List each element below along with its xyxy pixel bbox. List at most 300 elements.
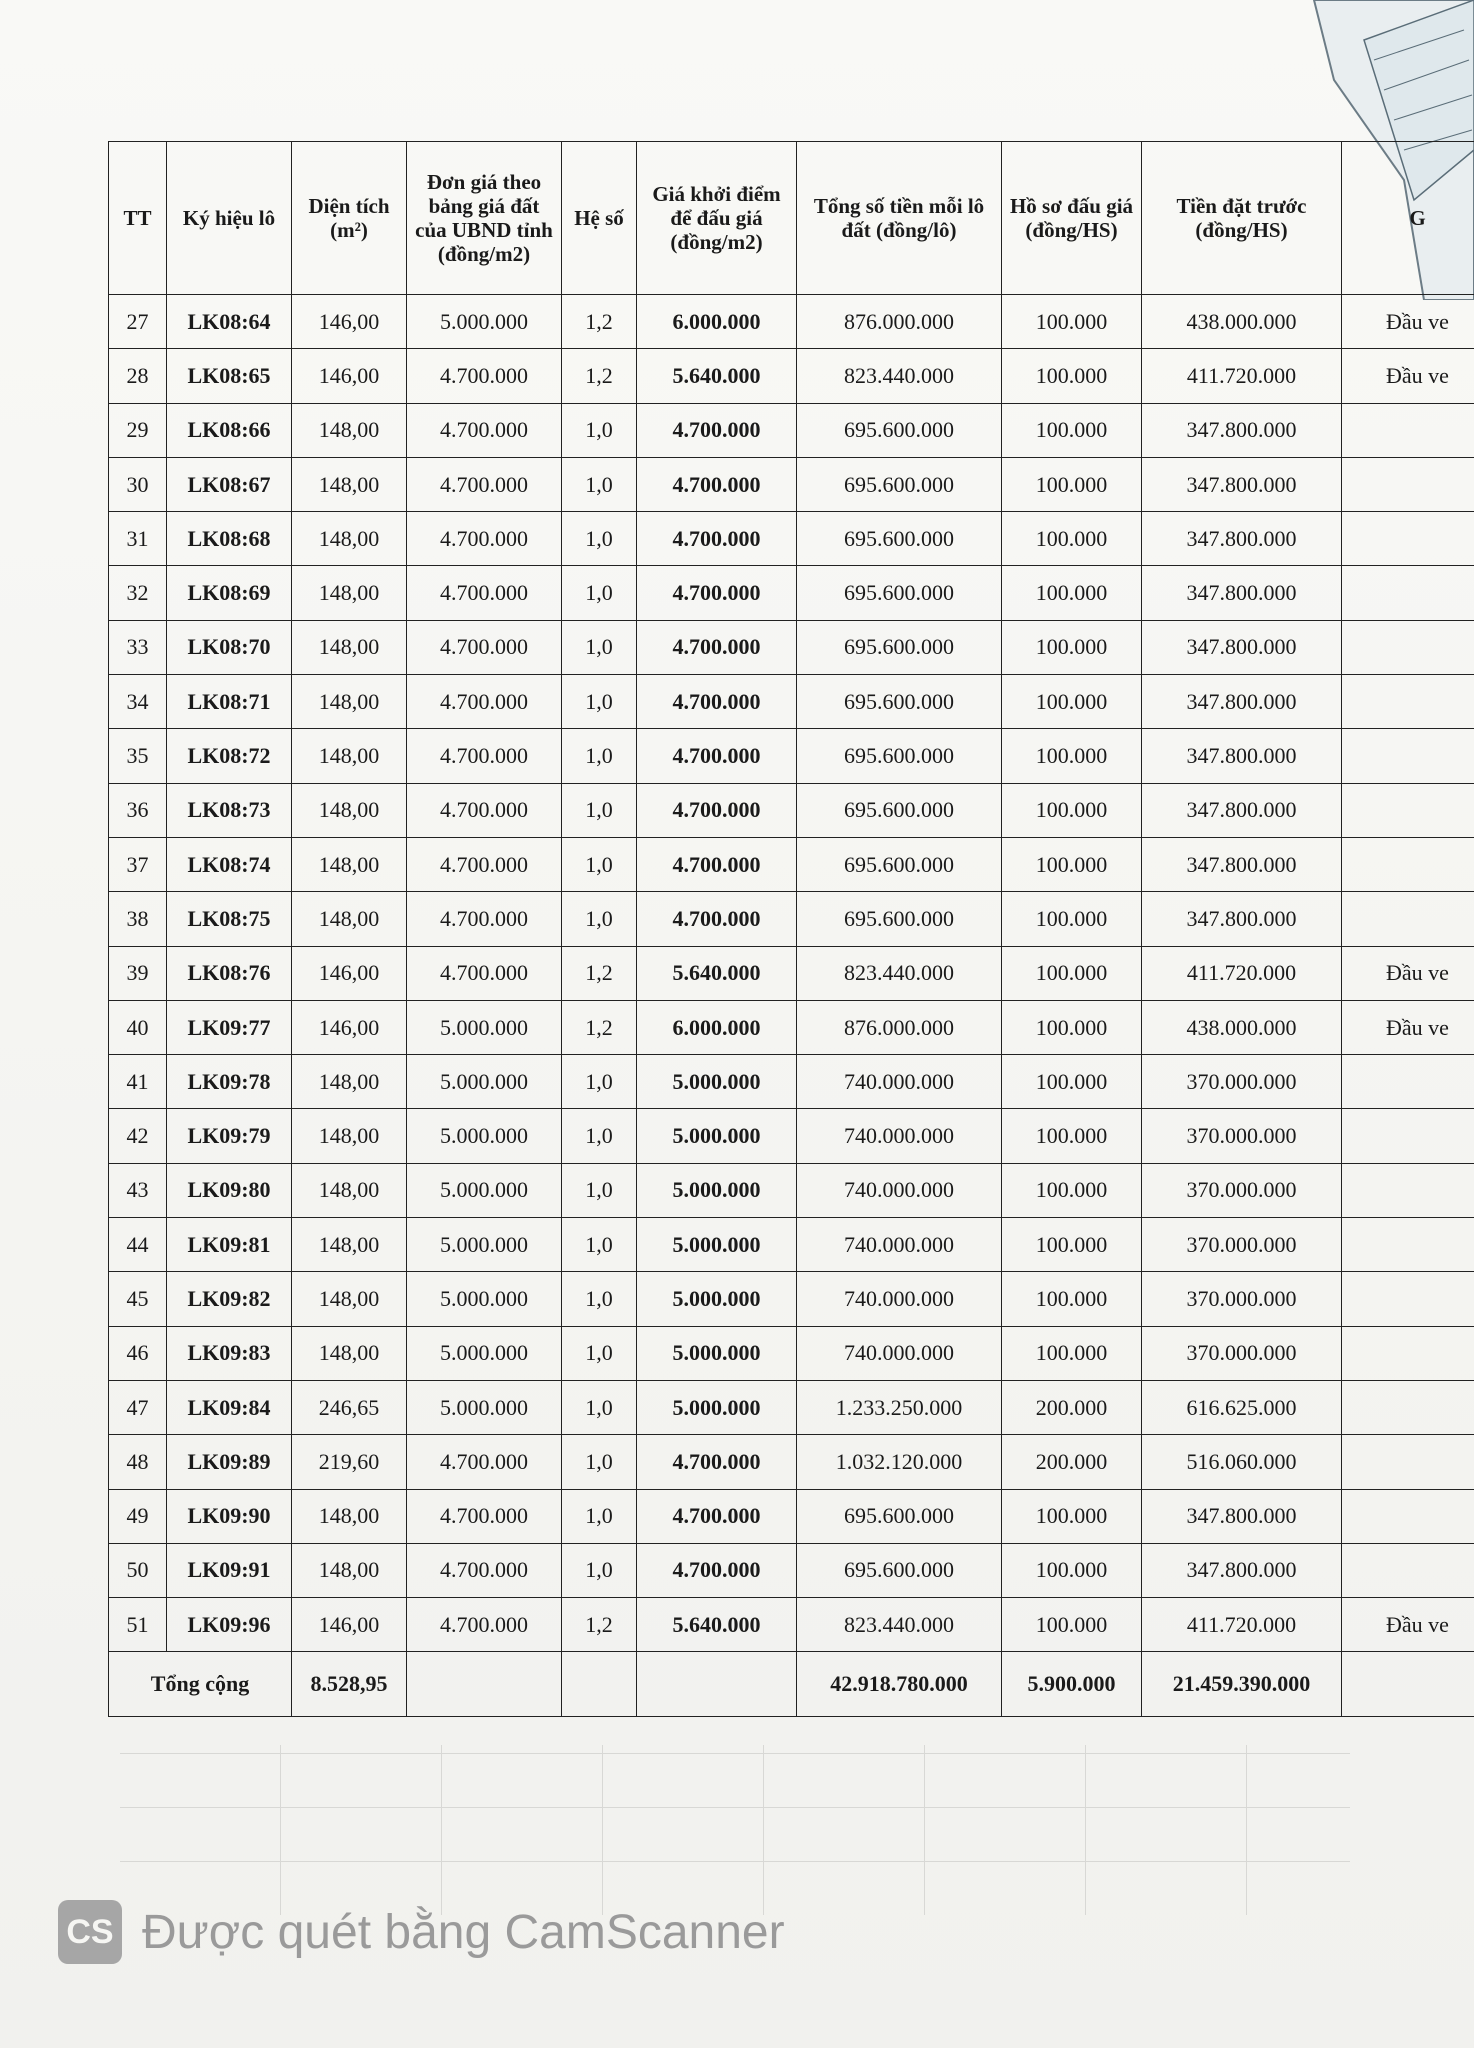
cell-code: LK08:66 [167, 403, 292, 457]
cell-total-price: 876.000.000 [797, 1000, 1002, 1054]
cell-deposit: 347.800.000 [1142, 1489, 1342, 1543]
cell-total-price: 695.600.000 [797, 566, 1002, 620]
cell-unit-price: 4.700.000 [407, 620, 562, 674]
cell-code: LK08:74 [167, 837, 292, 891]
cell-note [1342, 566, 1474, 620]
cell-code: LK08:67 [167, 457, 292, 511]
cell-code: LK08:70 [167, 620, 292, 674]
cell-deposit: 438.000.000 [1142, 295, 1342, 349]
cell-total-price: 695.600.000 [797, 512, 1002, 566]
cell-tt: 49 [109, 1489, 167, 1543]
cell-total-price: 695.600.000 [797, 403, 1002, 457]
cell-coefficient: 1,0 [562, 1435, 637, 1489]
cell-dossier: 100.000 [1002, 620, 1142, 674]
cell-note [1342, 729, 1474, 783]
cell-area: 146,00 [292, 349, 407, 403]
cell-deposit: 347.800.000 [1142, 892, 1342, 946]
cell-coefficient: 1,0 [562, 1272, 637, 1326]
cell-unit-price: 4.700.000 [407, 946, 562, 1000]
cell-start-price: 4.700.000 [637, 1435, 797, 1489]
cell-dossier: 100.000 [1002, 1272, 1142, 1326]
cell-total-price: 695.600.000 [797, 620, 1002, 674]
cell-code: LK08:75 [167, 892, 292, 946]
cell-area: 148,00 [292, 1326, 407, 1380]
cell-deposit: 347.800.000 [1142, 675, 1342, 729]
cell-code: LK09:89 [167, 1435, 292, 1489]
cell-note [1342, 783, 1474, 837]
cell-start-price: 5.000.000 [637, 1272, 797, 1326]
cell-area: 146,00 [292, 1000, 407, 1054]
cell-coefficient: 1,0 [562, 512, 637, 566]
cell-deposit: 370.000.000 [1142, 1109, 1342, 1163]
cell-area: 148,00 [292, 403, 407, 457]
cell-deposit: 347.800.000 [1142, 566, 1342, 620]
cell-area: 148,00 [292, 620, 407, 674]
cell-dossier: 100.000 [1002, 1109, 1142, 1163]
cell-unit-price: 5.000.000 [407, 1109, 562, 1163]
table-row [109, 349, 1474, 403]
cell-start-price: 4.700.000 [637, 566, 797, 620]
cell-tt: 32 [109, 566, 167, 620]
cell-dossier: 100.000 [1002, 837, 1142, 891]
cell-dossier: 100.000 [1002, 675, 1142, 729]
totals-dossier: 5.900.000 [1002, 1652, 1142, 1717]
cell-dossier: 100.000 [1002, 729, 1142, 783]
cell-note: Đầu ve [1342, 946, 1474, 1000]
cell-unit-price: 5.000.000 [407, 1380, 562, 1434]
cell-dossier: 100.000 [1002, 946, 1142, 1000]
cell-start-price: 4.700.000 [637, 675, 797, 729]
cell-note [1342, 1543, 1474, 1597]
cell-total-price: 823.440.000 [797, 1598, 1002, 1652]
cell-code: LK09:79 [167, 1109, 292, 1163]
cell-area: 219,60 [292, 1435, 407, 1489]
cell-dossier: 100.000 [1002, 1543, 1142, 1597]
header-total-price: Tổng số tiền mỗi lô đất (đồng/lô) [797, 142, 1002, 295]
cell-total-price: 740.000.000 [797, 1109, 1002, 1163]
cell-total-price: 740.000.000 [797, 1218, 1002, 1272]
cell-total-price: 695.600.000 [797, 457, 1002, 511]
table-row [109, 566, 1474, 620]
totals-area: 8.528,95 [292, 1652, 407, 1717]
cell-note: Đầu ve [1342, 1598, 1474, 1652]
cell-dossier: 200.000 [1002, 1435, 1142, 1489]
totals-empty-cell [637, 1652, 797, 1717]
cell-total-price: 695.600.000 [797, 1489, 1002, 1543]
cell-area: 146,00 [292, 946, 407, 1000]
cell-code: LK09:78 [167, 1055, 292, 1109]
cell-dossier: 100.000 [1002, 1489, 1142, 1543]
table-row [109, 946, 1474, 1000]
cell-deposit: 411.720.000 [1142, 349, 1342, 403]
cell-deposit: 347.800.000 [1142, 783, 1342, 837]
cell-total-price: 823.440.000 [797, 349, 1002, 403]
cell-coefficient: 1,0 [562, 1543, 637, 1597]
bleed-through-table [120, 1745, 1350, 1915]
cell-coefficient: 1,0 [562, 1326, 637, 1380]
cell-start-price: 6.000.000 [637, 295, 797, 349]
cell-tt: 48 [109, 1435, 167, 1489]
cell-coefficient: 1,2 [562, 1598, 637, 1652]
cell-total-price: 823.440.000 [797, 946, 1002, 1000]
table-row [109, 1272, 1474, 1326]
header-dossier: Hồ sơ đấu giá (đồng/HS) [1002, 142, 1142, 295]
cell-note [1342, 1435, 1474, 1489]
totals-total-price: 42.918.780.000 [797, 1652, 1002, 1717]
cell-code: LK09:84 [167, 1380, 292, 1434]
cell-start-price: 5.000.000 [637, 1055, 797, 1109]
cell-start-price: 4.700.000 [637, 783, 797, 837]
cell-area: 148,00 [292, 1489, 407, 1543]
cell-deposit: 370.000.000 [1142, 1272, 1342, 1326]
cell-coefficient: 1,0 [562, 457, 637, 511]
cell-start-price: 4.700.000 [637, 457, 797, 511]
cell-coefficient: 1,2 [562, 349, 637, 403]
cell-area: 148,00 [292, 512, 407, 566]
cell-dossier: 100.000 [1002, 1163, 1142, 1217]
cell-area: 148,00 [292, 457, 407, 511]
cell-deposit: 370.000.000 [1142, 1055, 1342, 1109]
camscanner-logo-icon: CS [58, 1900, 122, 1964]
cell-total-price: 695.600.000 [797, 729, 1002, 783]
cell-area: 148,00 [292, 892, 407, 946]
cell-code: LK09:80 [167, 1163, 292, 1217]
cell-coefficient: 1,0 [562, 1109, 637, 1163]
cell-deposit: 347.800.000 [1142, 729, 1342, 783]
cell-note [1342, 512, 1474, 566]
cell-deposit: 347.800.000 [1142, 1543, 1342, 1597]
table-row [109, 403, 1474, 457]
cell-dossier: 200.000 [1002, 1380, 1142, 1434]
cell-unit-price: 5.000.000 [407, 1218, 562, 1272]
totals-deposit: 21.459.390.000 [1142, 1652, 1342, 1717]
cell-area: 148,00 [292, 1163, 407, 1217]
cell-note [1342, 1163, 1474, 1217]
cell-coefficient: 1,0 [562, 620, 637, 674]
cell-tt: 27 [109, 295, 167, 349]
cell-start-price: 5.000.000 [637, 1109, 797, 1163]
cell-coefficient: 1,0 [562, 729, 637, 783]
cell-coefficient: 1,2 [562, 1000, 637, 1054]
totals-note [1342, 1652, 1474, 1717]
header-tt: TT [109, 142, 167, 295]
cell-total-price: 695.600.000 [797, 892, 1002, 946]
cell-coefficient: 1,2 [562, 946, 637, 1000]
cell-unit-price: 5.000.000 [407, 1272, 562, 1326]
cell-coefficient: 1,0 [562, 566, 637, 620]
auction-table [108, 141, 1474, 1717]
totals-empty-cell [407, 1652, 562, 1717]
cell-start-price: 4.700.000 [637, 1489, 797, 1543]
cell-tt: 39 [109, 946, 167, 1000]
cell-note [1342, 892, 1474, 946]
header-unit-price: Đơn giá theo bảng giá đất của UBND tỉnh (đồng/m2) [407, 142, 562, 295]
cell-note [1342, 1218, 1474, 1272]
cell-note [1342, 675, 1474, 729]
cell-coefficient: 1,0 [562, 1380, 637, 1434]
cell-coefficient: 1,0 [562, 892, 637, 946]
watermark-text: Được quét bằng CamScanner [142, 1905, 785, 1959]
table-row [109, 1543, 1474, 1597]
cell-deposit: 370.000.000 [1142, 1163, 1342, 1217]
cell-tt: 45 [109, 1272, 167, 1326]
cell-tt: 44 [109, 1218, 167, 1272]
table-row [109, 1489, 1474, 1543]
cell-unit-price: 4.700.000 [407, 1489, 562, 1543]
cell-unit-price: 4.700.000 [407, 729, 562, 783]
cell-total-price: 1.032.120.000 [797, 1435, 1002, 1489]
cell-start-price: 4.700.000 [637, 403, 797, 457]
cell-deposit: 411.720.000 [1142, 946, 1342, 1000]
cell-coefficient: 1,0 [562, 1489, 637, 1543]
cell-tt: 47 [109, 1380, 167, 1434]
cell-note [1342, 1380, 1474, 1434]
cell-area: 148,00 [292, 566, 407, 620]
cell-start-price: 5.640.000 [637, 349, 797, 403]
cell-unit-price: 4.700.000 [407, 837, 562, 891]
cell-total-price: 695.600.000 [797, 675, 1002, 729]
cell-tt: 34 [109, 675, 167, 729]
cell-dossier: 100.000 [1002, 1326, 1142, 1380]
cell-note [1342, 837, 1474, 891]
cell-code: LK08:64 [167, 295, 292, 349]
cell-code: LK08:69 [167, 566, 292, 620]
cell-start-price: 5.000.000 [637, 1218, 797, 1272]
cell-area: 148,00 [292, 783, 407, 837]
cell-note [1342, 1055, 1474, 1109]
cell-unit-price: 4.700.000 [407, 512, 562, 566]
cell-code: LK09:77 [167, 1000, 292, 1054]
cell-unit-price: 5.000.000 [407, 295, 562, 349]
cell-code: LK08:65 [167, 349, 292, 403]
cell-coefficient: 1,0 [562, 837, 637, 891]
cell-tt: 41 [109, 1055, 167, 1109]
table-row [109, 837, 1474, 891]
cell-code: LK08:73 [167, 783, 292, 837]
cell-coefficient: 1,2 [562, 295, 637, 349]
cell-total-price: 740.000.000 [797, 1272, 1002, 1326]
cell-unit-price: 4.700.000 [407, 457, 562, 511]
cell-total-price: 876.000.000 [797, 295, 1002, 349]
table-row [109, 457, 1474, 511]
cell-start-price: 4.700.000 [637, 620, 797, 674]
cell-area: 148,00 [292, 729, 407, 783]
table-row [109, 1218, 1474, 1272]
cell-dossier: 100.000 [1002, 1055, 1142, 1109]
cell-start-price: 4.700.000 [637, 729, 797, 783]
cell-dossier: 100.000 [1002, 783, 1142, 837]
totals-empty-cell [562, 1652, 637, 1717]
cell-dossier: 100.000 [1002, 512, 1142, 566]
cell-tt: 37 [109, 837, 167, 891]
table-row [109, 1326, 1474, 1380]
cell-tt: 35 [109, 729, 167, 783]
cell-start-price: 5.640.000 [637, 1598, 797, 1652]
cell-note [1342, 620, 1474, 674]
cell-area: 148,00 [292, 837, 407, 891]
cell-deposit: 347.800.000 [1142, 620, 1342, 674]
cell-unit-price: 4.700.000 [407, 349, 562, 403]
table-row [109, 729, 1474, 783]
cell-tt: 40 [109, 1000, 167, 1054]
cell-note: Đầu ve [1342, 1000, 1474, 1054]
cell-start-price: 4.700.000 [637, 892, 797, 946]
cell-tt: 36 [109, 783, 167, 837]
cell-unit-price: 4.700.000 [407, 1598, 562, 1652]
cell-start-price: 4.700.000 [637, 1543, 797, 1597]
cell-coefficient: 1,0 [562, 1055, 637, 1109]
cell-deposit: 411.720.000 [1142, 1598, 1342, 1652]
cell-tt: 38 [109, 892, 167, 946]
table-body [109, 295, 1474, 1652]
table-row [109, 620, 1474, 674]
cell-unit-price: 4.700.000 [407, 566, 562, 620]
cell-unit-price: 4.700.000 [407, 675, 562, 729]
header-deposit: Tiền đặt trước (đồng/HS) [1142, 142, 1342, 295]
cell-dossier: 100.000 [1002, 1218, 1142, 1272]
cell-tt: 42 [109, 1109, 167, 1163]
cell-tt: 33 [109, 620, 167, 674]
cell-deposit: 347.800.000 [1142, 837, 1342, 891]
cell-unit-price: 4.700.000 [407, 1543, 562, 1597]
cell-tt: 50 [109, 1543, 167, 1597]
table-row [109, 1380, 1474, 1434]
table-row [109, 1435, 1474, 1489]
cell-coefficient: 1,0 [562, 403, 637, 457]
cell-tt: 29 [109, 403, 167, 457]
cell-area: 148,00 [292, 1218, 407, 1272]
cell-dossier: 100.000 [1002, 295, 1142, 349]
cell-note: Đầu ve [1342, 295, 1474, 349]
cell-code: LK09:96 [167, 1598, 292, 1652]
cell-code: LK08:68 [167, 512, 292, 566]
cell-area: 148,00 [292, 1109, 407, 1163]
cell-note [1342, 1109, 1474, 1163]
cell-total-price: 740.000.000 [797, 1326, 1002, 1380]
cell-code: LK09:91 [167, 1543, 292, 1597]
cell-code: LK09:81 [167, 1218, 292, 1272]
cell-total-price: 1.233.250.000 [797, 1380, 1002, 1434]
cell-start-price: 5.640.000 [637, 946, 797, 1000]
cell-start-price: 4.700.000 [637, 512, 797, 566]
cell-total-price: 695.600.000 [797, 837, 1002, 891]
cell-dossier: 100.000 [1002, 1598, 1142, 1652]
table-row [109, 1109, 1474, 1163]
cell-deposit: 438.000.000 [1142, 1000, 1342, 1054]
totals-label: Tổng cộng [109, 1652, 292, 1717]
cell-note [1342, 1326, 1474, 1380]
cell-tt: 28 [109, 349, 167, 403]
cell-unit-price: 4.700.000 [407, 892, 562, 946]
cell-deposit: 616.625.000 [1142, 1380, 1342, 1434]
cell-deposit: 516.060.000 [1142, 1435, 1342, 1489]
cell-code: LK08:71 [167, 675, 292, 729]
table-row [109, 892, 1474, 946]
cell-tt: 51 [109, 1598, 167, 1652]
cell-tt: 46 [109, 1326, 167, 1380]
cell-code: LK08:72 [167, 729, 292, 783]
cell-area: 146,00 [292, 295, 407, 349]
cell-start-price: 5.000.000 [637, 1163, 797, 1217]
cell-unit-price: 5.000.000 [407, 1326, 562, 1380]
table-row [109, 512, 1474, 566]
cell-unit-price: 5.000.000 [407, 1055, 562, 1109]
table-row [109, 1055, 1474, 1109]
cell-dossier: 100.000 [1002, 1000, 1142, 1054]
header-area: Diện tích (m²) [292, 142, 407, 295]
cell-area: 246,65 [292, 1380, 407, 1434]
cell-note [1342, 1489, 1474, 1543]
cell-dossier: 100.000 [1002, 457, 1142, 511]
cell-coefficient: 1,0 [562, 675, 637, 729]
cell-unit-price: 5.000.000 [407, 1163, 562, 1217]
cell-unit-price: 4.700.000 [407, 783, 562, 837]
cell-start-price: 5.000.000 [637, 1326, 797, 1380]
cell-start-price: 4.700.000 [637, 837, 797, 891]
cell-note [1342, 457, 1474, 511]
header-start-price: Giá khởi điểm để đấu giá (đồng/m2) [637, 142, 797, 295]
cell-dossier: 100.000 [1002, 403, 1142, 457]
cell-deposit: 347.800.000 [1142, 457, 1342, 511]
header-coefficient: Hệ số [562, 142, 637, 295]
table-row [109, 1000, 1474, 1054]
cell-deposit: 347.800.000 [1142, 512, 1342, 566]
cell-deposit: 347.800.000 [1142, 403, 1342, 457]
totals-row [109, 1652, 1474, 1717]
cell-area: 146,00 [292, 1598, 407, 1652]
cell-dossier: 100.000 [1002, 349, 1142, 403]
cell-unit-price: 4.700.000 [407, 403, 562, 457]
cell-note: Đầu ve [1342, 349, 1474, 403]
cell-code: LK08:76 [167, 946, 292, 1000]
cell-area: 148,00 [292, 675, 407, 729]
cell-area: 148,00 [292, 1543, 407, 1597]
cell-unit-price: 4.700.000 [407, 1435, 562, 1489]
header-note: G [1342, 142, 1474, 295]
cell-start-price: 6.000.000 [637, 1000, 797, 1054]
table-row [109, 1163, 1474, 1217]
cell-coefficient: 1,0 [562, 1218, 637, 1272]
cell-code: LK09:83 [167, 1326, 292, 1380]
cell-unit-price: 5.000.000 [407, 1000, 562, 1054]
table-row [109, 1598, 1474, 1652]
cell-area: 148,00 [292, 1055, 407, 1109]
table-row [109, 783, 1474, 837]
cell-coefficient: 1,0 [562, 783, 637, 837]
cell-tt: 30 [109, 457, 167, 511]
cell-tt: 43 [109, 1163, 167, 1217]
cell-start-price: 5.000.000 [637, 1380, 797, 1434]
cell-tt: 31 [109, 512, 167, 566]
cell-deposit: 370.000.000 [1142, 1326, 1342, 1380]
header-code: Ký hiệu lô [167, 142, 292, 295]
cell-deposit: 370.000.000 [1142, 1218, 1342, 1272]
camscanner-watermark [58, 1897, 785, 1967]
cell-total-price: 695.600.000 [797, 1543, 1002, 1597]
cell-note [1342, 403, 1474, 457]
table-header-row [109, 142, 1474, 295]
cell-dossier: 100.000 [1002, 892, 1142, 946]
cell-code: LK09:82 [167, 1272, 292, 1326]
cell-total-price: 740.000.000 [797, 1055, 1002, 1109]
cell-coefficient: 1,0 [562, 1163, 637, 1217]
cell-dossier: 100.000 [1002, 566, 1142, 620]
cell-total-price: 695.600.000 [797, 783, 1002, 837]
cell-area: 148,00 [292, 1272, 407, 1326]
table-row [109, 295, 1474, 349]
cell-note [1342, 1272, 1474, 1326]
cell-code: LK09:90 [167, 1489, 292, 1543]
